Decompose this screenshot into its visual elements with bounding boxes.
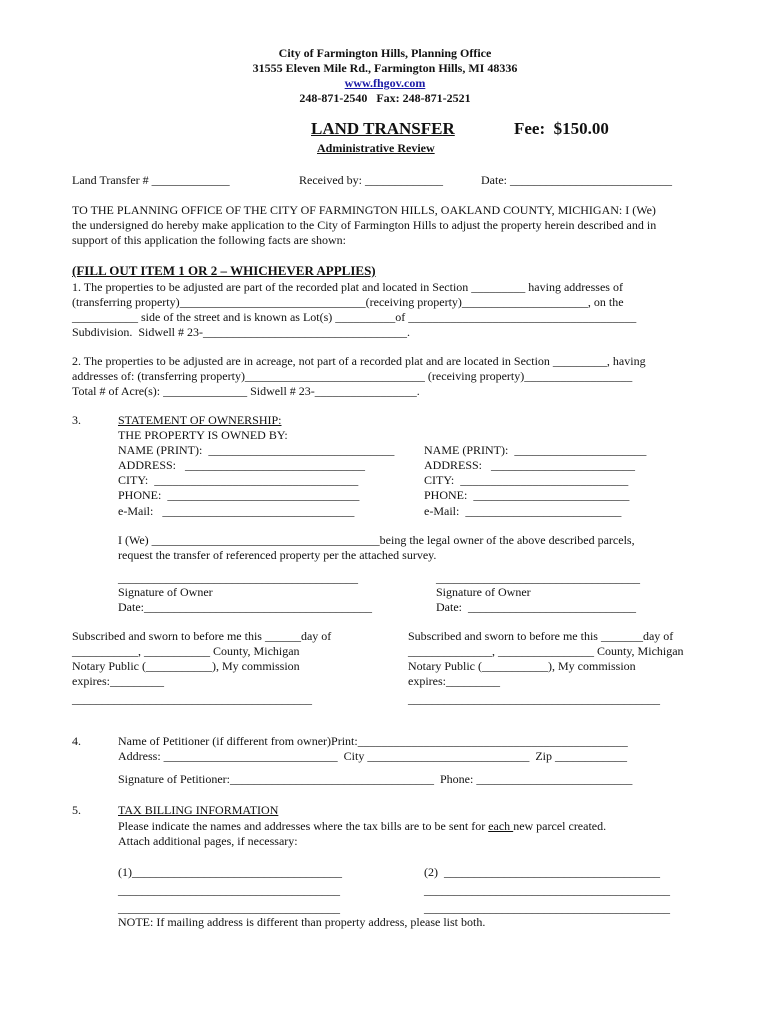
received-by-field[interactable]: Received by: _____________ bbox=[299, 173, 443, 187]
owner1-signature-line[interactable]: ________________________________________ bbox=[118, 571, 358, 585]
tax-bill-1-line-3[interactable]: _____________________________________ bbox=[118, 901, 340, 915]
petitioner-signature-field[interactable]: Signature of Petitioner:__________________________________ Phone: __________________________ bbox=[118, 772, 633, 786]
owner1-address-field[interactable]: ADDRESS: ______________________________ bbox=[118, 458, 366, 472]
owner2-email-field[interactable]: e-Mail: __________________________ bbox=[424, 504, 622, 518]
owner1-email-field[interactable]: e-Mail: ________________________________ bbox=[118, 504, 355, 518]
owner1-city-field[interactable]: CITY: __________________________________ bbox=[118, 473, 359, 487]
owner2-signature-line[interactable]: __________________________________ bbox=[436, 571, 640, 585]
notary2-signature-line[interactable]: __________________________________________ bbox=[408, 692, 660, 706]
each-emphasis: each bbox=[488, 819, 514, 833]
petitioner-name-field[interactable]: Name of Petitioner (if different from owner)Print:_____________________________________________ bbox=[118, 734, 628, 748]
item2-line-1[interactable]: 2. The properties to be adjusted are in acreage, not part of a recorded plat and are located in Section _________, having bbox=[72, 354, 646, 368]
item5-number: 5. bbox=[72, 803, 81, 817]
notary2-line-2[interactable]: ______________, ________________ County, Michigan bbox=[408, 644, 684, 658]
tax-bill-1-line-2[interactable]: _____________________________________ bbox=[118, 883, 340, 897]
website-link[interactable]: www.fhgov.com bbox=[344, 76, 426, 90]
fee-label: Fee: $150.00 bbox=[514, 119, 609, 138]
owner1-phone-field[interactable]: PHONE: ________________________________ bbox=[118, 488, 360, 502]
ownership-heading: STATEMENT OF OWNERSHIP: bbox=[118, 413, 282, 427]
notary2-line-3[interactable]: Notary Public (___________), My commission bbox=[408, 659, 636, 673]
owner-declaration-line-1[interactable]: I (We) ______________________________________being the legal owner of the above described parcels, bbox=[118, 533, 635, 547]
intro-line-1: TO THE PLANNING OFFICE OF THE CITY OF FARMINGTON HILLS, OAKLAND COUNTY, MICHIGAN: I (We) bbox=[72, 203, 656, 217]
owner1-name-field[interactable]: NAME (PRINT): _______________________________ bbox=[118, 443, 395, 457]
form-subtitle: Administrative Review bbox=[317, 141, 435, 155]
item2-line-2[interactable]: addresses of: (transferring property)______________________________ (receiving property)__________________ bbox=[72, 369, 633, 383]
notary1-line-1[interactable]: Subscribed and sworn to before me this ______day of bbox=[72, 629, 332, 643]
item2-line-3[interactable]: Total # of Acre(s): ______________ Sidwell # 23-_________________. bbox=[72, 384, 420, 398]
owner2-name-field[interactable]: NAME (PRINT): ______________________ bbox=[424, 443, 647, 457]
item3-number: 3. bbox=[72, 413, 81, 427]
item1-line-2[interactable]: (transferring property)_______________________________(receiving property)_____________________, on the bbox=[72, 295, 624, 309]
notary1-line-2[interactable]: ___________, ___________ County, Michigan bbox=[72, 644, 300, 658]
mailing-address-note: NOTE: If mailing address is different than property address, please list both. bbox=[118, 915, 486, 929]
owner-declaration-line-2: request the transfer of referenced property per the attached survey. bbox=[118, 548, 437, 562]
phone-fax: 248-871-2540 Fax: 248-871-2521 bbox=[299, 91, 471, 105]
intro-line-2: the undersigned do hereby make application to the City of Farmington Hills to adjust the property herein described and in bbox=[72, 218, 657, 232]
owner2-city-field[interactable]: CITY: ____________________________ bbox=[424, 473, 629, 487]
website-link-row bbox=[0, 76, 770, 91]
notary1-line-3[interactable]: Notary Public (___________), My commission bbox=[72, 659, 300, 673]
item1-line-4[interactable]: Subdivision. Sidwell # 23-__________________________________. bbox=[72, 325, 411, 339]
item4-number: 4. bbox=[72, 734, 81, 748]
notary2-line-4[interactable]: expires:_________ bbox=[408, 674, 500, 688]
tax-billing-desc-1: Please indicate the names and addresses where the tax bills are to be sent for each new parcel created. bbox=[118, 819, 607, 833]
intro-line-3: support of this application the following facts are shown: bbox=[72, 233, 346, 247]
tax-bill-2-line-1[interactable]: (2) ____________________________________ bbox=[424, 865, 660, 879]
owner1-signature-label: Signature of Owner bbox=[118, 585, 213, 599]
tax-billing-desc-2: Attach additional pages, if necessary: bbox=[118, 834, 298, 848]
owner2-address-field[interactable]: ADDRESS: ________________________ bbox=[424, 458, 636, 472]
fill-out-heading: (FILL OUT ITEM 1 OR 2 – WHICHEVER APPLIES) bbox=[72, 263, 376, 278]
notary2-line-1[interactable]: Subscribed and sworn to before me this _______day of bbox=[408, 629, 674, 643]
owner2-signature-date[interactable]: Date: ____________________________ bbox=[436, 600, 636, 614]
owned-by-label: THE PROPERTY IS OWNED BY: bbox=[118, 428, 288, 442]
owner2-phone-field[interactable]: PHONE: __________________________ bbox=[424, 488, 630, 502]
tax-billing-heading: TAX BILLING INFORMATION bbox=[118, 803, 279, 817]
owner2-signature-label: Signature of Owner bbox=[436, 585, 531, 599]
petitioner-address-field[interactable]: Address: _____________________________ City ___________________________ Zip ____________ bbox=[118, 749, 627, 763]
item1-line-3[interactable]: ___________ side of the street and is known as Lot(s) __________of ______________________________________ bbox=[72, 310, 637, 324]
notary1-line-4[interactable]: expires:_________ bbox=[72, 674, 164, 688]
land-transfer-number-field[interactable]: Land Transfer # _____________ bbox=[72, 173, 230, 187]
item1-line-1[interactable]: 1. The properties to be adjusted are part of the recorded plat and located in Section _________ having addresses of bbox=[72, 280, 623, 294]
form-title: LAND TRANSFER bbox=[311, 119, 455, 138]
office-address: 31555 Eleven Mile Rd., Farmington Hills, MI 48336 bbox=[252, 61, 518, 75]
owner1-signature-date[interactable]: Date:______________________________________ bbox=[118, 600, 372, 614]
date-field[interactable]: Date: ___________________________ bbox=[481, 173, 672, 187]
office-name: City of Farmington Hills, Planning Office bbox=[278, 46, 492, 60]
tax-bill-2-line-3[interactable]: _________________________________________ bbox=[424, 901, 670, 915]
notary1-signature-line[interactable]: ________________________________________ bbox=[72, 692, 312, 706]
tax-bill-1-line-1[interactable]: (1)___________________________________ bbox=[118, 865, 342, 879]
tax-bill-2-line-2[interactable]: _________________________________________ bbox=[424, 883, 670, 897]
